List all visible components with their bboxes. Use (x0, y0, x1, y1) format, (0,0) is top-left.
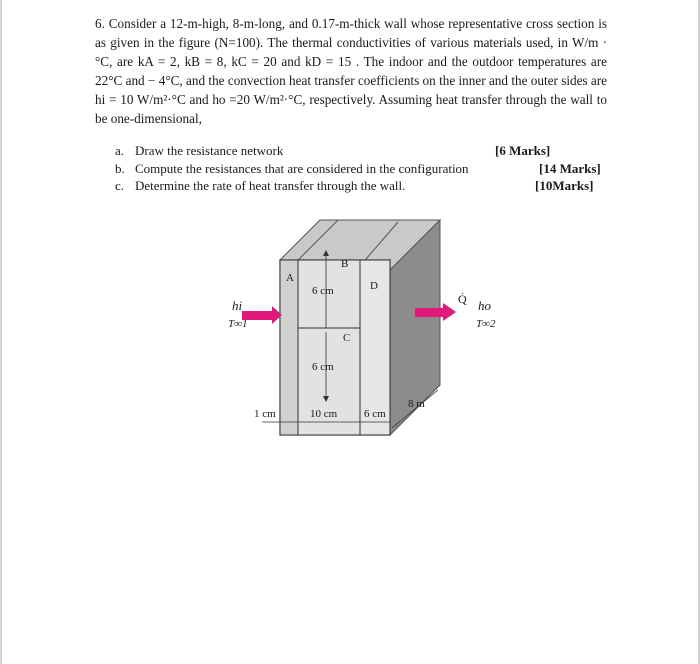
part-b-marks: [14 Marks] (539, 160, 601, 176)
b-height-label: 6 cm (312, 285, 334, 297)
part-a (115, 142, 610, 160)
heat-out-arrow (415, 308, 445, 317)
part-c-letter: c. (115, 178, 125, 193)
outer-t-label: T∞2 (476, 318, 496, 330)
a-thickness-label: 1 cm (254, 408, 276, 420)
layer-a-label: A (286, 272, 294, 284)
question-body: Consider a 12-m-high, 8-m-long, and 0.17-m-thick wall whose representative cross section is as given in the figure (N=100). The thermal conductivities of various materials used, in W/m · °C, are kA = 2, kB = 8, kC = 20 and kD = 15 . The indoor and the outdoor temperatures are 22°C and − 4°C, and the convection heat transfer coefficients on the inner and the outer sides are hi = 10 W/m²·°C and ho =20 W/m²·°C, respectively. Assuming heat transfer through the wall to be one-dimensional, (95, 16, 607, 126)
q-dot-label: Q̇ (458, 292, 467, 306)
question-text (95, 14, 607, 128)
inner-h-label: hi (232, 298, 243, 313)
part-c (115, 177, 610, 195)
d-thickness-label: 6 cm (364, 408, 386, 420)
layer-c-label: C (343, 332, 351, 344)
bc-thickness-label: 10 cm (310, 408, 338, 420)
part-b (115, 160, 610, 178)
part-b-letter: b. (115, 160, 125, 176)
part-c-text: Determine the rate of heat transfer through the wall. (135, 178, 406, 193)
part-c-marks: [10Marks] (535, 178, 594, 193)
layer-a (280, 260, 298, 435)
inner-t-label: T∞1 (228, 318, 248, 330)
part-a-letter: a. (115, 143, 125, 158)
left-border (0, 0, 2, 664)
length-label: 8 m (408, 398, 425, 410)
outer-h-label: ho (478, 298, 491, 313)
question-number: 6. (95, 16, 105, 31)
part-b-text: Compute the resistances that are considered in the configuration (135, 160, 469, 176)
layer-d-label: D (370, 280, 378, 292)
wall-figure (220, 210, 510, 445)
layer-b-label: B (341, 258, 349, 270)
part-a-marks: [6 Marks] (495, 143, 551, 158)
part-a-text: Draw the resistance network (135, 143, 284, 158)
question-parts (115, 142, 610, 195)
c-height-label: 6 cm (312, 361, 334, 373)
